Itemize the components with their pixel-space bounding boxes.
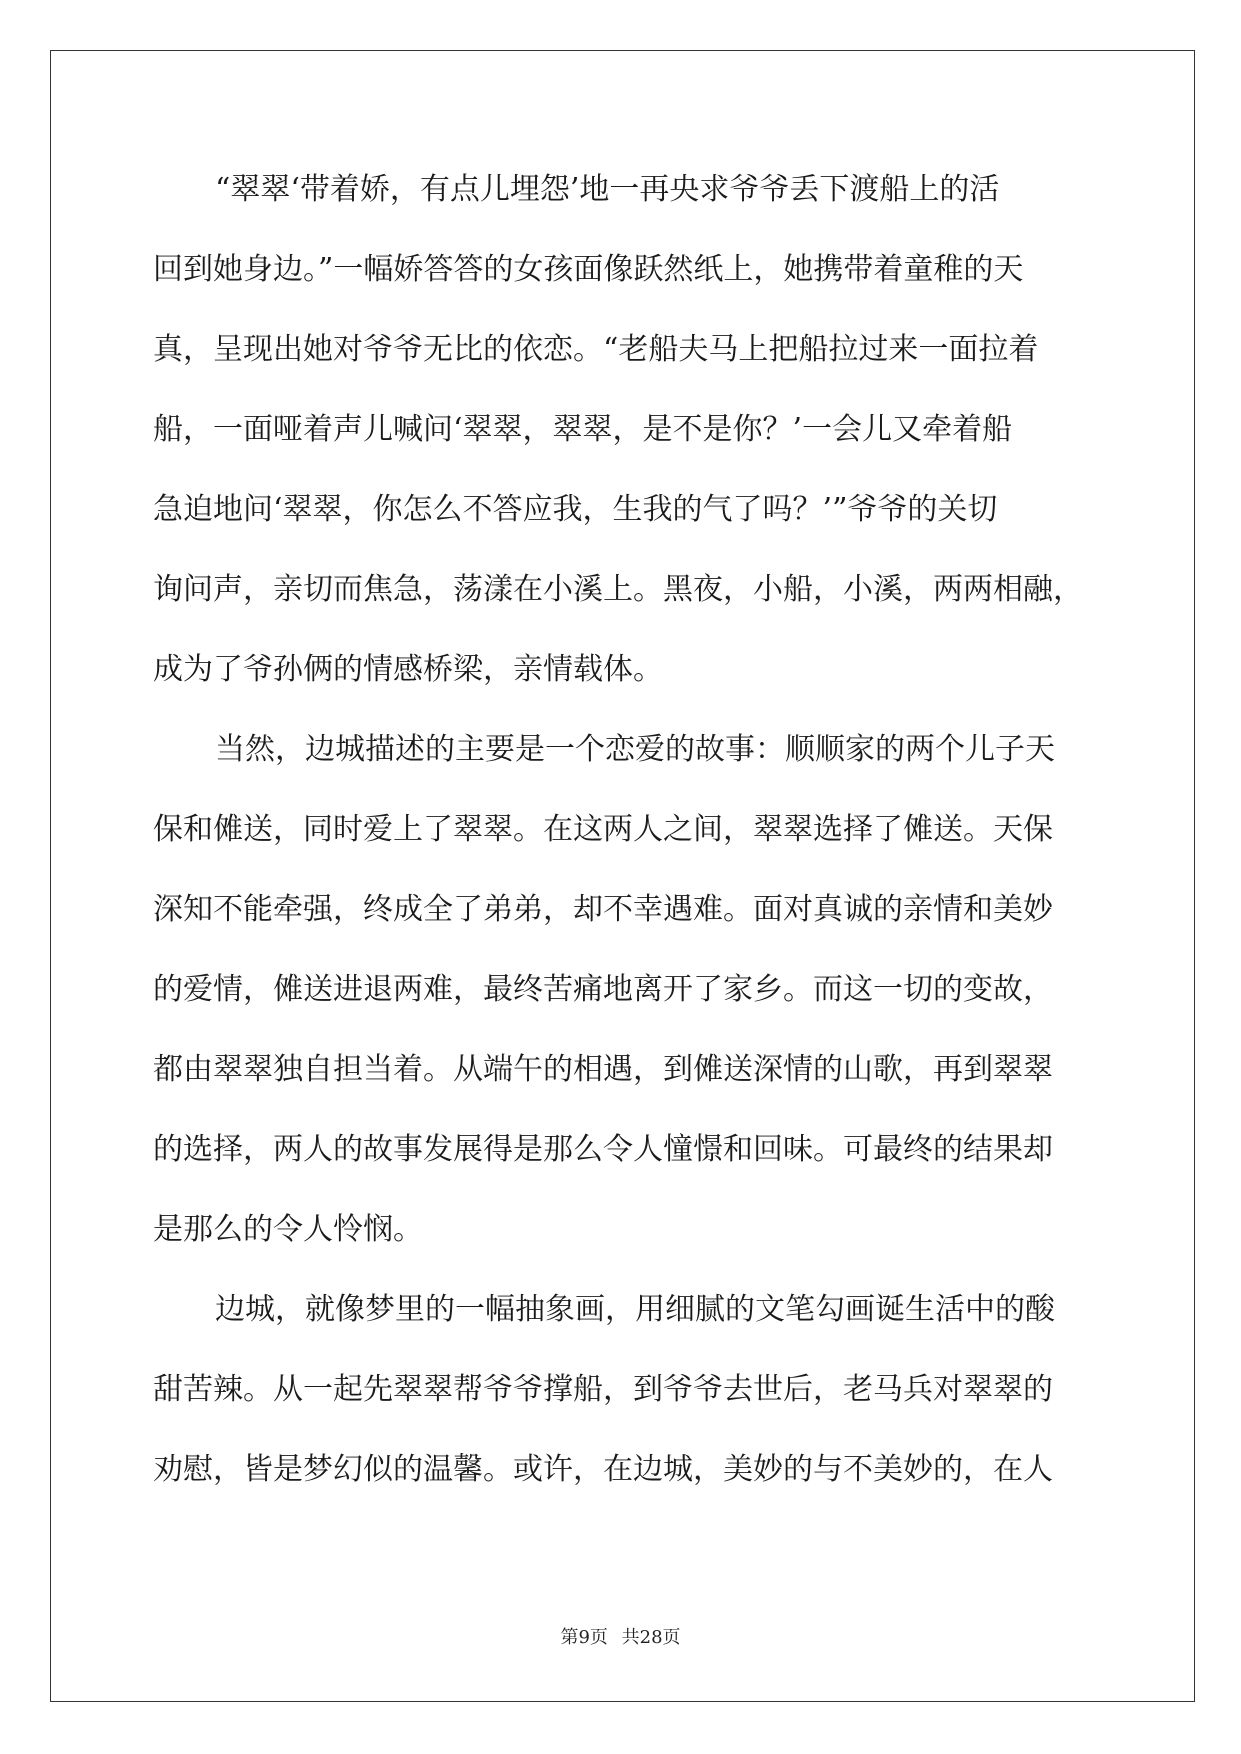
document-body: [153, 160, 1088, 1520]
page-footer: [0, 1623, 1241, 1649]
text-line: 急迫地问‘翠翠，你怎么不答应我，生我的气了吗？’”爷爷的关切: [153, 492, 998, 527]
text-line: “翠翠‘带着娇，有点儿埋怨’地一再央求爷爷丢下渡船上的活: [215, 172, 1000, 207]
text-line: 当然，边城描述的主要是一个恋爱的故事：顺顺家的两个儿子天: [215, 732, 1055, 767]
text-line: 询问声，亲切而焦急，荡漾在小溪上。黑夜，小船，小溪，两两相融，: [153, 572, 1083, 607]
text-line: 甜苦辣。从一起先翠翠帮爷爷撑船，到爷爷去世后，老马兵对翠翠的: [153, 1372, 1053, 1407]
text-line: 的爱情，傩送进退两难，最终苦痛地离开了家乡。而这一切的变故，: [153, 972, 1053, 1007]
text-line: 真，呈现出她对爷爷无比的依恋。“老船夫马上把船拉过来一面拉着: [153, 332, 1039, 367]
text-line: 回到她身边。”一幅娇答答的女孩面像跃然纸上，她携带着童稚的天: [153, 252, 1024, 287]
text-line: 保和傩送，同时爱上了翠翠。在这两人之间，翠翠选择了傩送。天保: [153, 812, 1053, 847]
page-number: 第9页: [560, 1627, 608, 1648]
text-line: 是那么的令人怜悯。: [153, 1212, 423, 1247]
page-total: 共28页: [621, 1627, 681, 1648]
text-line: 成为了爷孙俩的情感桥梁，亲情载体。: [153, 652, 663, 687]
text-line: 深知不能牵强，终成全了弟弟，却不幸遇难。面对真诚的亲情和美妙: [153, 892, 1053, 927]
text-line: 都由翠翠独自担当着。从端午的相遇，到傩送深情的山歌，再到翠翠: [153, 1052, 1053, 1087]
text-line: 的选择，两人的故事发展得是那么令人憧憬和回味。可最终的结果却: [153, 1132, 1053, 1167]
text-line: 劝慰，皆是梦幻似的温馨。或许，在边城，美妙的与不美妙的，在人: [153, 1452, 1053, 1487]
text-line: 边城，就像梦里的一幅抽象画，用细腻的文笔勾画诞生活中的酸: [215, 1292, 1055, 1327]
text-line: 船，一面哑着声儿喊问‘翠翠，翠翠，是不是你？’一会儿又牵着船: [153, 412, 1013, 447]
